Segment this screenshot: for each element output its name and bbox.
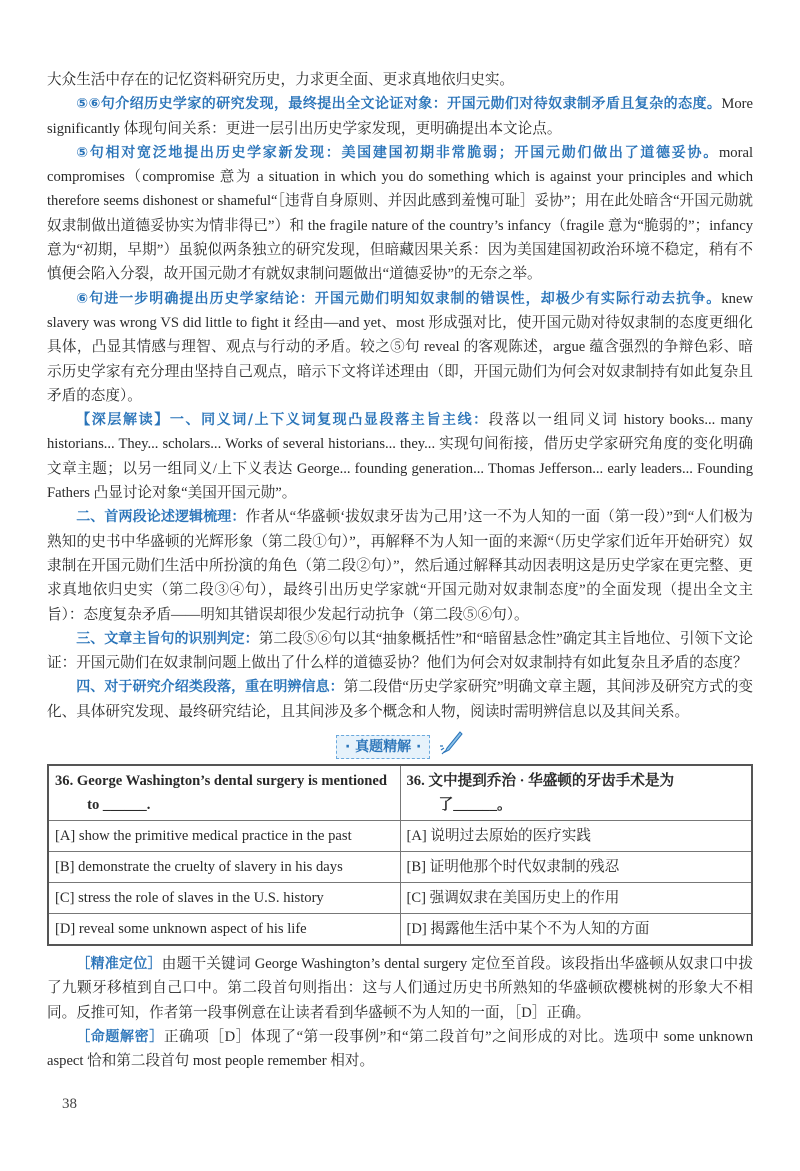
- paragraph-lead: ⑤句相对宽泛地提出历史学家新发现：美国建国初期非常脆弱；开国元勋们做出了道德妥协。: [76, 144, 719, 161]
- paragraph-text: More significantly 体现句间关系：更进一层引出历史学家发现，更明确提出本文论点。: [47, 96, 753, 137]
- paragraph-lead: ⑤⑥句介绍历史学家的研究发现，最终提出全文论证对象：开国元勋们对待奴隶制矛盾且复杂的态度。: [76, 96, 722, 113]
- table-row: [48, 914, 752, 946]
- paragraph: [47, 141, 753, 287]
- paragraph: [47, 627, 753, 676]
- paragraph-text: knew slavery was wrong VS did little to fight it 经由—and yet、most 形成强对比，使开国元勋对待奴隶制的态度更细化具体，凸显其情感与理智、观点与行动的矛盾。较之⑤句 reveal 的客观陈述，argue 蕴含强烈的争辩色彩、暗示历史学家有充分理由坚持自己观点，暗示下文将详述理由（即，开国元勋们为何会对奴隶制持有如此复杂且矛盾的态度）。: [47, 290, 753, 404]
- analysis-text: 由题干关键词 George Washington’s dental surgery 定位至首段。该段指出华盛顿从奴隶口中拔了九颗牙移植到自己口中。第二段首句则指出：这与人们通过历史书所熟知的华盛顿砍樱桃树的形象大不相同。反推可知，作者第一段事例意在让读者看到华盛顿不为人知的一面，［D］正确。: [47, 956, 754, 1021]
- option-zh: [C] 强调奴隶在美国历史上的作用: [400, 883, 752, 914]
- page-content: [47, 68, 753, 1074]
- pen-icon: [438, 730, 464, 764]
- paragraph: [47, 287, 753, 408]
- table-row: [48, 765, 752, 821]
- paragraph: [47, 675, 753, 724]
- stem-en-line: to ______.: [87, 797, 151, 814]
- option-en: [C] stress the role of slaves in the U.S. history: [48, 883, 400, 914]
- analysis-paragraph: [47, 1025, 753, 1074]
- paragraph: [47, 68, 753, 92]
- option-en: [A] show the primitive medical practice in the past: [48, 821, 400, 852]
- question-stem-en: [48, 765, 400, 821]
- option-zh: [B] 证明他那个时代奴隶制的残忍: [400, 852, 752, 883]
- section-banner: [47, 730, 753, 756]
- page-number: 38: [62, 1096, 77, 1112]
- table-row: [48, 883, 752, 914]
- paragraph-text: 段落以一组同义词 history books... many historians... They... scholars... Works of several historians... they... 实现句间衔接，借历史学家研究角度的变化明确文章主题；以另一组同义/上下义表达 George... founding generation... Thomas Jefferson... early leaders... Founding Fathers 凸显讨论对象“美国开国元勋”。: [47, 412, 753, 502]
- question-stem-zh: [400, 765, 752, 821]
- paragraph-lead: ⑥句进一步明确提出历史学家结论：开国元勋们明知奴隶制的错误性，却极少有实际行动去抗争。: [76, 290, 722, 307]
- table-row: [48, 852, 752, 883]
- analysis-lead: ［命题解密］: [76, 1028, 164, 1045]
- paragraph-text: 作者从“华盛顿‘拔奴隶牙齿为己用’这一不为人知的一面（第一段）”到“人们极为熟知的史书中华盛顿的光辉形象（第二段①句）”，再解释不为人知一面的来源“（历史学家们近年开始研究）奴隶制在开国元勋们生活中所扮演的角色（第二段②句）”，然后通过解释其动因表明这是历史学家在更完整、更求真地依归史实（第二段③④句），最终引出历史学家就“开国元勋对奴隶制态度”的全面发现（提出全文主旨）：态度复杂矛盾——明知其错误却很少发起行动抗争（第二段⑤⑥句）。: [47, 509, 753, 623]
- paragraph-lead: 【深层解读】一、同义词/上下义词复现凸显段落主旨主线：: [76, 412, 489, 429]
- analysis-paragraph: [47, 952, 753, 1025]
- question-table: [47, 764, 753, 946]
- analysis-text: 正确项［D］体现了“第一段事例”和“第二段首句”之间形成的对比。选项中 some unknown aspect 恰和第二段首句 most people remember 相对。: [47, 1028, 754, 1070]
- paragraph: [47, 505, 753, 626]
- paragraph-text: 第二段借“历史学家研究”明确文章主题，其间涉及研究方式的变化、具体研究发现、最终研究结论，且其间涉及多个概念和人物，阅读时需明辨信息以及其间关系。: [47, 679, 753, 720]
- paragraph-lead: 三、文章主旨句的识别判定：: [76, 630, 259, 647]
- paragraph-lead: 二、首两段论述逻辑梳理：: [76, 509, 246, 526]
- stem-en-line: 36. George Washington’s dental surgery is mentioned: [55, 773, 388, 790]
- option-en: [B] demonstrate the cruelty of slavery in his days: [48, 852, 400, 883]
- stem-zh-line: 了______。: [438, 797, 512, 814]
- paragraph-text: moral compromises（compromise 意为 a situation in which you do something which is against your principles and which therefore seems dishonest or shameful“［违背自身原则、并因此感到羞愧可耻］妥协”；用在此处暗含“开国元勋就奴隶制做出道德妥协实为情非得已”）和 the fragile nature of the country’s infancy（fragile 意为“脆弱的”；infancy 意为“初期，早期”）虽貌似两条独立的研究发现，但暗藏因果关系：因为美国建国初政治环境不稳定，稍有不慎便会陷入分裂，故开国元勋才有就奴隶制问题做出“道德妥协”的无奈之举。: [47, 144, 753, 283]
- stem-zh-line: 36. 文中提到乔治 · 华盛顿的牙齿手术是为: [406, 773, 675, 790]
- option-en: [D] reveal some unknown aspect of his life: [48, 914, 400, 946]
- paragraph: [47, 408, 753, 505]
- paragraph-lead: 四、对于研究介绍类段落，重在明辨信息：: [76, 679, 344, 696]
- paragraph-text: 第二段⑤⑥句以其“抽象概括性”和“暗留悬念性”确定其主旨地位、引领下文论证：开国元勋们在奴隶制问题上做出了什么样的道德妥协？他们为何会对奴隶制持有如此复杂且矛盾的态度？: [47, 630, 753, 672]
- option-zh: [A] 说明过去原始的医疗实践: [400, 821, 752, 852]
- paragraph: [47, 92, 753, 141]
- option-zh: [D] 揭露他生活中某个不为人知的方面: [400, 914, 752, 946]
- analysis-lead: ［精准定位］: [76, 956, 162, 973]
- paragraph-text: 大众生活中存在的记忆资料研究历史，力求更全面、更求真地依归史实。: [47, 72, 515, 88]
- section-banner-label: · 真题精解 ·: [336, 735, 430, 759]
- table-row: [48, 821, 752, 852]
